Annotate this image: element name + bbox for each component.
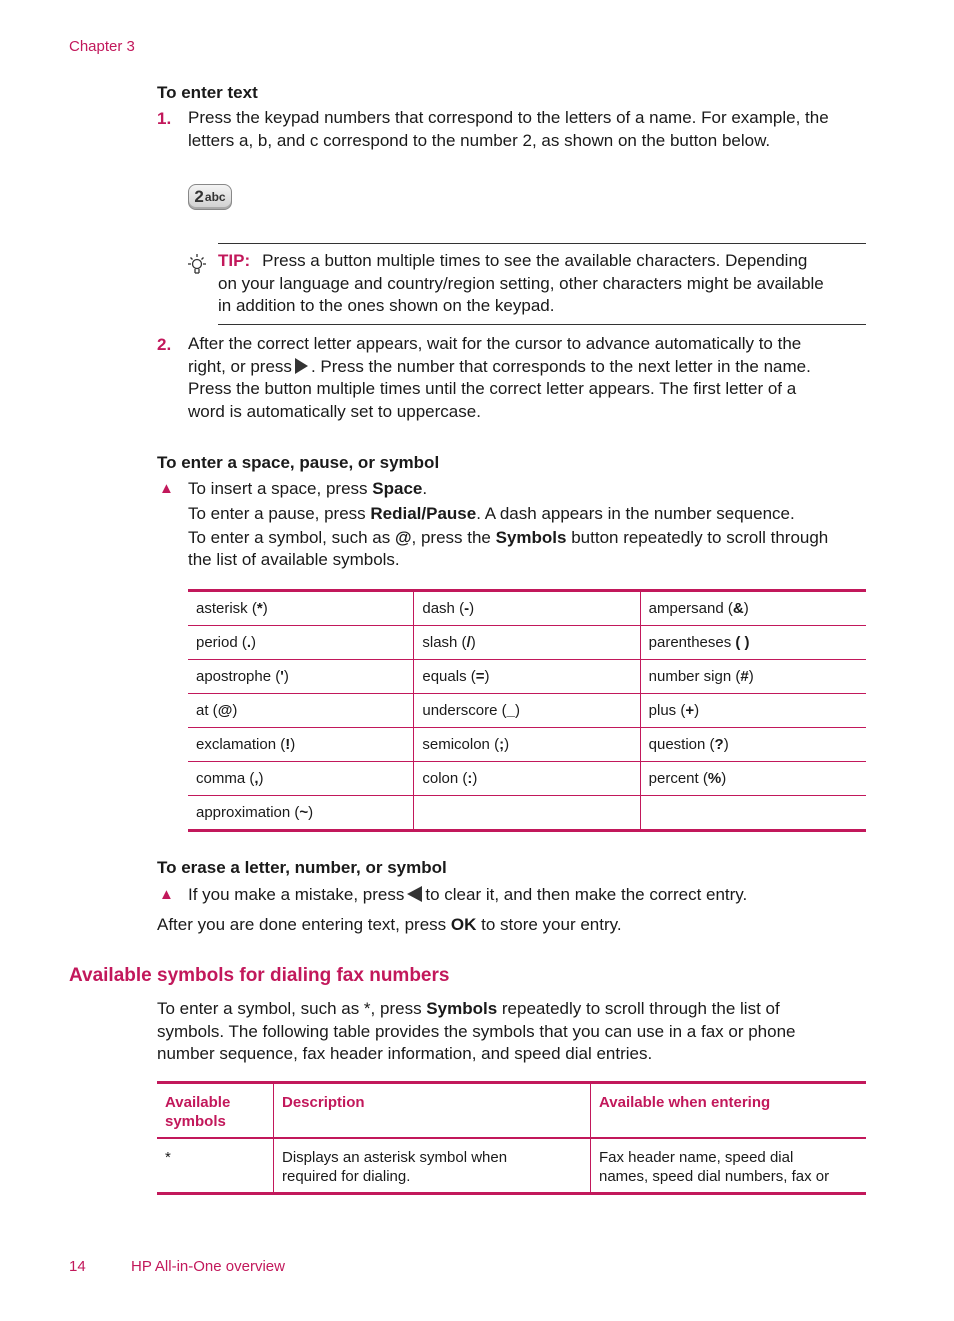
table-cell: plus (+) — [640, 694, 866, 728]
table-row — [188, 728, 866, 762]
tip-text: TIP: Press a button multiple times to see the available characters. Depending on your language and country/region setting, other characters might be available in addition to the ones shown on the keypad. — [218, 251, 824, 315]
column-header-available-when: Available when entering — [591, 1083, 867, 1139]
table-row — [188, 796, 866, 831]
table-cell: slash (/) — [414, 626, 640, 660]
table-cell: apostrophe (') — [188, 660, 414, 694]
table-cell: dash (-) — [414, 591, 640, 626]
table-cell: comma (,) — [188, 762, 414, 796]
page-number: 14 — [69, 1258, 86, 1275]
done-instruction: After you are done entering text, press OK to store your entry. — [157, 915, 622, 934]
table-cell: period (.) — [188, 626, 414, 660]
table-cell — [414, 796, 640, 831]
keypad-2-button-image: 2 abc — [188, 184, 232, 210]
cell-available-when: Fax header name, speed dial names, speed dial numbers, fax or — [591, 1138, 867, 1194]
table-cell: number sign (#) — [640, 660, 866, 694]
step-1-text: Press the keypad numbers that correspond to the letters of a name. For example, the letters a, b, and c correspond to the number 2, as shown on the button below. — [188, 108, 829, 150]
column-header-description: Description — [274, 1083, 591, 1139]
procedure-heading-enter-text: To enter text — [157, 83, 258, 102]
back-arrow-icon — [407, 886, 422, 902]
erase-instruction: If you make a mistake, press to clear it, and then make the correct entry. — [188, 885, 748, 904]
symbols-table — [188, 589, 866, 832]
lightbulb-icon — [186, 253, 208, 282]
fax-symbols-table — [157, 1081, 866, 1195]
table-row — [157, 1138, 866, 1194]
cell-symbol: * — [165, 1149, 171, 1166]
table-cell: asterisk (*) — [188, 591, 414, 626]
step-number: 1. — [157, 109, 172, 128]
table-cell: colon (:) — [414, 762, 640, 796]
section-heading-fax-symbols: Available symbols for dialing fax numbers — [69, 965, 450, 986]
step-number: 2. — [157, 335, 172, 354]
table-cell: approximation (~) — [196, 804, 314, 821]
footer-title: HP All-in-One overview — [131, 1258, 285, 1275]
table-cell — [640, 796, 866, 831]
cell-description: Displays an asterisk symbol when required for dialing. — [274, 1138, 591, 1194]
space-instructions: To insert a space, press Space. To enter a pause, press Redial/Pause. A dash appears in the number sequence. To enter a symbol, such as @, press the Symbols button repeatedly to scroll through the list of available symbols. — [188, 479, 829, 569]
procedure-heading-erase: To erase a letter, number, or symbol — [157, 858, 447, 877]
chapter-header: Chapter 3 — [69, 38, 135, 55]
table-row — [188, 626, 866, 660]
bullet-triangle-icon: ▲ — [159, 480, 174, 497]
table-row — [188, 762, 866, 796]
table-cell: exclamation (!) — [188, 728, 414, 762]
column-header-available-symbols: Available symbols — [157, 1083, 274, 1139]
table-cell: percent (%) — [640, 762, 866, 796]
fax-section-paragraph: To enter a symbol, such as *, press Symbols repeatedly to scroll through the list of symbols. The following table provides the symbols that you can use in a fax or phone number sequence, fax header information, and speed dial entries. — [157, 999, 796, 1063]
table-cell: underscore (_) — [414, 694, 640, 728]
table-row — [188, 591, 866, 626]
bullet-triangle-icon: ▲ — [159, 886, 174, 903]
procedure-heading-space: To enter a space, pause, or symbol — [157, 453, 440, 472]
table-row — [188, 694, 866, 728]
table-cell: ampersand (&) — [640, 591, 866, 626]
table-cell: equals (=) — [414, 660, 640, 694]
table-row — [188, 660, 866, 694]
table-cell: at (@) — [188, 694, 414, 728]
table-cell: semicolon (;) — [414, 728, 640, 762]
table-cell: parentheses ( ) — [640, 626, 866, 660]
table-cell: question (?) — [640, 728, 866, 762]
step-2-text: After the correct letter appears, wait for the cursor to advance automatically to the right, or press . Press the number that corresponds to the next letter in the name. Press the button multiple times until the correct letter appears. The first letter of a word is automatically set to uppercase. — [188, 334, 811, 421]
right-arrow-icon — [295, 358, 308, 374]
